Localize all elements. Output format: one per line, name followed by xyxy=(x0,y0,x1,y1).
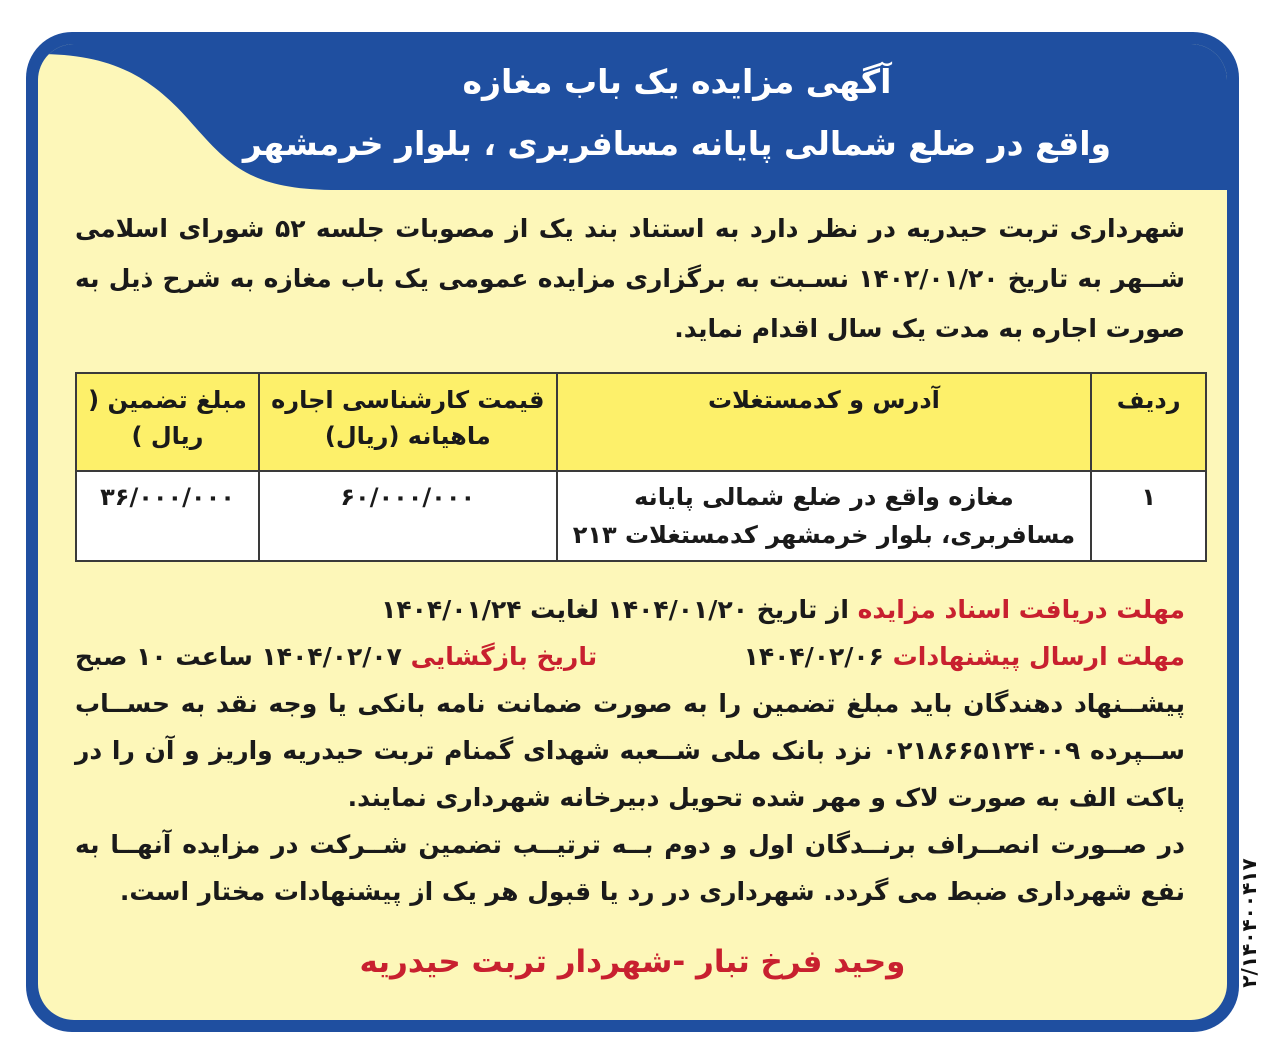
table-header-row xyxy=(76,373,1206,471)
ad-code-text: ۲/۱۴۰۴۰۰۴۱۷ xyxy=(1237,858,1261,988)
offers-deadline xyxy=(75,633,1185,680)
table-row xyxy=(76,471,1206,561)
header-price: قیمت کارشناسی اجاره ماهیانه (ریال) xyxy=(259,373,557,471)
header-deposit: مبلغ تضمین ( ریال ) xyxy=(76,373,259,471)
ad-code xyxy=(1236,848,1262,998)
notice-subtitle: واقع در ضلع شمالی پایانه مسافربری ، بلوار خرمشهر xyxy=(242,124,1112,163)
notice-title: آگهی مزایده یک باب مغازه xyxy=(462,62,892,101)
header-row-number: ردیف xyxy=(1091,373,1206,471)
cell-deposit: ۳۶/۰۰۰/۰۰۰ xyxy=(76,471,259,561)
auction-table xyxy=(75,372,1207,562)
docs-deadline-label: مهلت دریافت اسناد مزایده xyxy=(857,595,1185,624)
docs-deadline xyxy=(75,586,1185,633)
offers-deadline-date: ۱۴۰۴/۰۲/۰۶ xyxy=(743,642,884,671)
cell-address: مغازه واقع در ضلع شمالی پایانه مسافربری، بلوار خرمشهر کدمستغلات ۲۱۳ xyxy=(557,471,1092,561)
deposit-instructions: پیشــنهاد دهندگان باید مبلغ تضمین را به صورت ضمانت نامه بانکی یا وجه نقد به حســاب ســپرده ۰۲۱۸۶۶۵۱۲۴۰۰۹ نزد بانک ملی شــعبه شهدای گمنام تربت حیدریه واریز و آن را در پاکت الف به صورت لاک و مهر شده تحویل دبیرخانه شهرداری نمایند. xyxy=(75,689,1185,812)
notice-body xyxy=(38,44,1227,1020)
opening-date-text: ۱۴۰۴/۰۲/۰۷ ساعت ۱۰ صبح xyxy=(75,642,402,671)
intro-paragraph: شهرداری تربت حیدریه در نظر دارد به استناد بند یک از مصوبات جلسه ۵۲ شورای اسلامی شــهر به تاریخ ۱۴۰۲/۰۱/۲۰ نسـبت به برگزاری مزایده عمومی یک باب مغازه به شرح ذیل به صورت اجاره به مدت یک سال اقدام نماید. xyxy=(75,214,1185,343)
offers-deadline-label: مهلت ارسال پیشنهادات xyxy=(892,642,1185,671)
opening-date-label: تاریخ بازگشایی xyxy=(410,642,598,671)
mayor-signature: وحید فرخ تبار -شهردار تربت حیدریه xyxy=(359,944,906,980)
offers-group xyxy=(744,633,1185,680)
forfeit-clause: در صــورت انصــراف برنــدگان اول و دوم بــه ترتیــب تضمین شــرکت در مزایده آنهــا به نفع شهرداری ضبط می گردد. شهرداری در رد یا قبول هر یک از پیشنهادات مختار است. xyxy=(75,830,1185,906)
details-section xyxy=(75,586,1185,915)
cell-row-number: ۱ xyxy=(1091,471,1206,561)
cell-price: ۶۰/۰۰۰/۰۰۰ xyxy=(259,471,557,561)
notice-frame xyxy=(26,32,1239,1032)
docs-deadline-text: از تاریخ ۱۴۰۴/۰۱/۲۰ لغایت ۱۴۰۴/۰۱/۲۴ xyxy=(381,595,849,624)
opening-group xyxy=(75,633,597,680)
header-address: آدرس و کدمستغلات xyxy=(557,373,1092,471)
